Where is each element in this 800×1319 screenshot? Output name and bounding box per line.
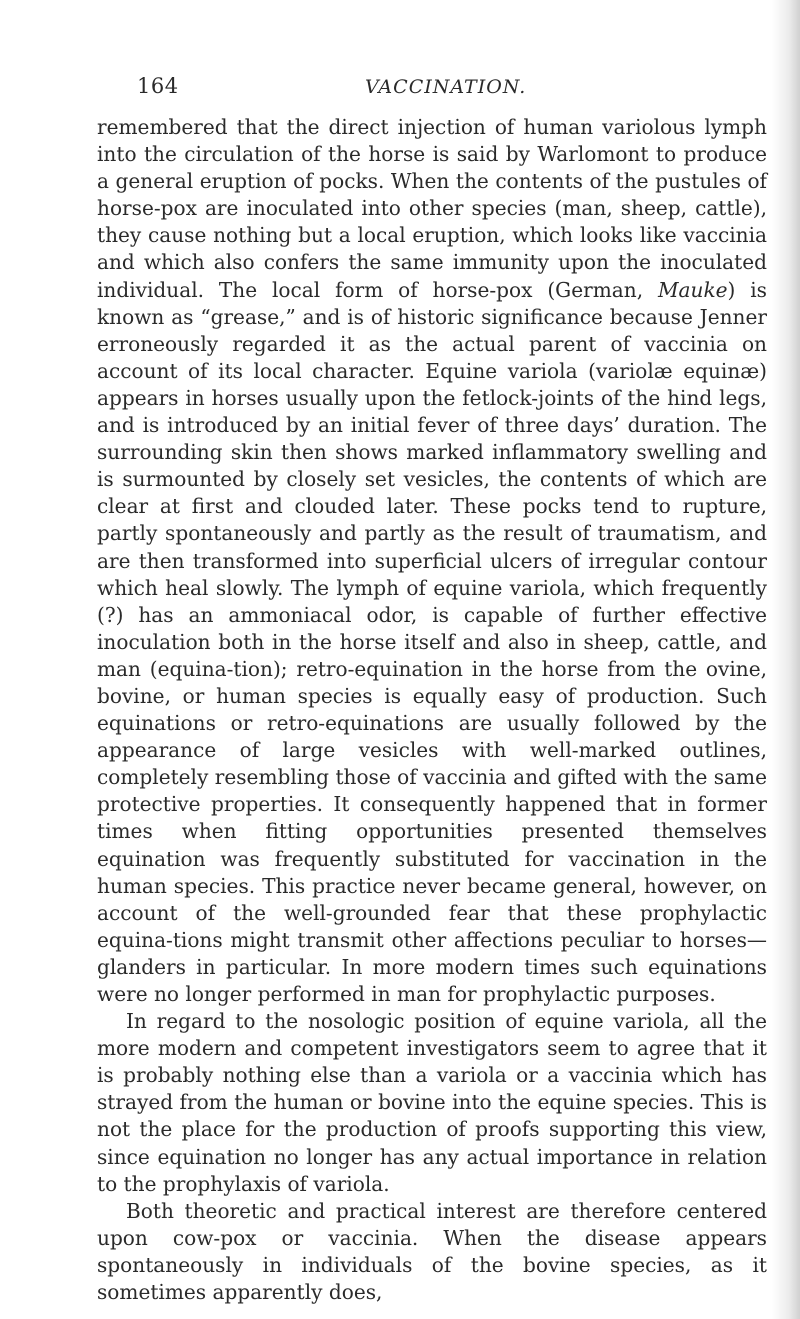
paragraph-1 (97, 114, 767, 1008)
paragraph-3: Both theoretic and practical interest are therefore centered upon cow-pox or vaccinia. When the disease appears spontaneously in individuals of the bovine species, as it sometimes apparently does, (97, 1198, 767, 1305)
running-head: VACCINATION. (365, 76, 527, 98)
paragraph-2: In regard to the nosologic position of equine variola, all the more modern and competent investigators seem to agree that it is probably nothing else than a variola or a vaccinia which has strayed from the human or bovine into the equine species. This is not the place for the production of proofs supporting this view, since equination no longer has any actual importance in relation to the prophylaxis of variola. (97, 1009, 767, 1196)
page-header (97, 62, 767, 104)
book-page (97, 62, 767, 1306)
body-text (97, 114, 767, 1306)
paragraph-1-text-a: remembered that the direct injection of human variolous lymph into the circulation of the horse is said by Warlomont to produce a general eruption of pocks. When the contents of the pustules of horse-pox are inoculated into other species (man, sheep, cattle), they cause nothing but a local eruption, which looks like vaccinia and which also confers the same immunity upon the inoculated individual. The local form of horse-pox (German, (97, 115, 767, 302)
page-edge-shadow (772, 0, 800, 1319)
page-number: 164 (137, 74, 179, 98)
paragraph-1-italic-term: Mauke (657, 277, 728, 302)
paragraph-1-text-b: ) is known as “grease,” and is of historic significance because Jenner erroneously regarded it as the actual parent of vaccinia on account of its local character. Equine variola (variolæ equinæ) appears in horses usually upon the fetlock-joints of the hind legs, and is introduced by an initial fever of three days’ duration. The surrounding skin then shows marked inflammatory swelling and is surmounted by closely set vesicles, the contents of which are clear at first and clouded later. These pocks tend to rupture, partly spontaneously and partly as the result of traumatism, and are then transformed into superficial ulcers of irregular contour which heal slowly. The lymph of equine variola, which frequently (?) has an ammoniacal odor, is capable of further effective inoculation both in the horse itself and also in sheep, cattle, and man (equina-tion); retro-equination in the horse from the ovine, bovine, or human species is equally easy of production. Such equinations or retro-equinations are usually followed by the appearance of large vesicles with well-marked outlines, completely resembling those of vaccinia and gifted with the same protective properties. It consequently happened that in former times when fitting opportunities presented themselves equination was frequently substituted for vaccination in the human species. This practice never became general, however, on account of the well-grounded fear that these prophylactic equina-tions might transmit other affections peculiar to horses—glanders in particular. In more modern times such equinations were no longer performed in man for prophylactic purposes. (97, 277, 767, 1006)
